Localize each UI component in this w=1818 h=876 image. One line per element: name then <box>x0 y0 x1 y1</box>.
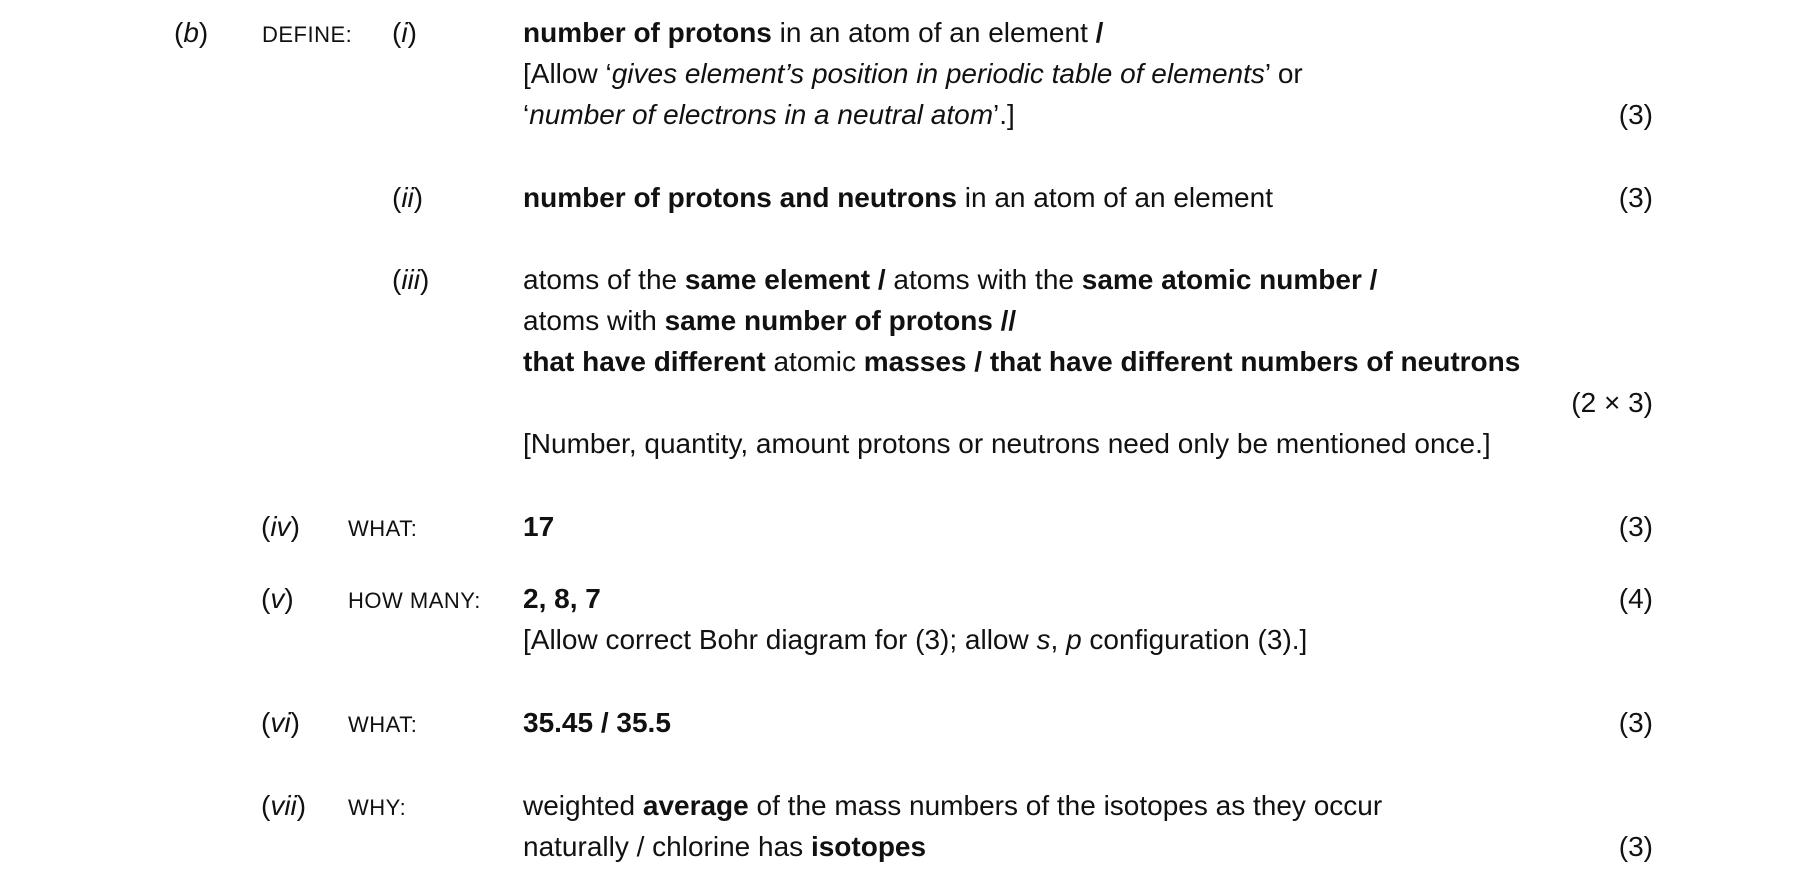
item-iii-line-2: atoms with same number of protons // <box>523 305 1017 336</box>
part-v-answer: 2, 8, 7 <box>523 583 601 614</box>
part-vii-keyword: WHY: <box>348 795 407 820</box>
part-iv-answer: 17 <box>523 511 555 542</box>
part-vi-answer: 35.45 / 35.5 <box>523 707 671 738</box>
item-i-number: (i) <box>392 17 417 48</box>
part-iv-number: (iv) <box>261 511 300 542</box>
part-vii-marks: (3) <box>1618 831 1653 862</box>
part-vi-marks: (3) <box>1618 707 1653 738</box>
part-vii-line-2: naturally / chlorine has isotopes <box>523 831 927 862</box>
part-v-number: (v) <box>261 583 294 614</box>
part-v-note: [Allow correct Bohr diagram for (3); allow s, p configuration (3).] <box>523 624 1308 655</box>
part-b-number: (b) <box>174 17 209 48</box>
part-vii-number: (vii) <box>261 790 307 821</box>
item-iii-line-1: atoms of the same element / atoms with the same atomic number / <box>523 264 1378 295</box>
part-v-marks: (4) <box>1618 583 1653 614</box>
item-iii-note: [Number, quantity, amount protons or neutrons need only be mentioned once.] <box>523 428 1491 459</box>
item-ii-line-1: number of protons and neutrons in an atom of an element <box>523 182 1273 213</box>
part-b-keyword: DEFINE: <box>262 22 353 47</box>
part-v-keyword: HOW MANY: <box>348 588 481 613</box>
part-iv-marks: (3) <box>1618 511 1653 542</box>
item-ii-marks: (3) <box>1618 182 1653 213</box>
item-iii-marks: (2 × 3) <box>1571 387 1653 418</box>
item-ii-number: (ii) <box>392 182 424 213</box>
part-vii-line-1: weighted average of the mass numbers of the isotopes as they occur <box>523 790 1383 821</box>
item-i-line-2: [Allow ‘gives element’s position in periodic table of elements’ or <box>523 58 1303 89</box>
item-i-line-1: number of protons in an atom of an element / <box>523 17 1104 48</box>
part-iv-keyword: WHAT: <box>348 516 418 541</box>
part-vi-keyword: WHAT: <box>348 712 418 737</box>
item-i-line-3: ‘number of electrons in a neutral atom’.] <box>523 99 1015 130</box>
item-i-marks: (3) <box>1618 99 1653 130</box>
part-vi-number: (vi) <box>261 707 300 738</box>
item-iii-line-3: that have different atomic masses / that have different numbers of neutrons <box>523 346 1521 377</box>
item-iii-number: (iii) <box>392 264 430 295</box>
